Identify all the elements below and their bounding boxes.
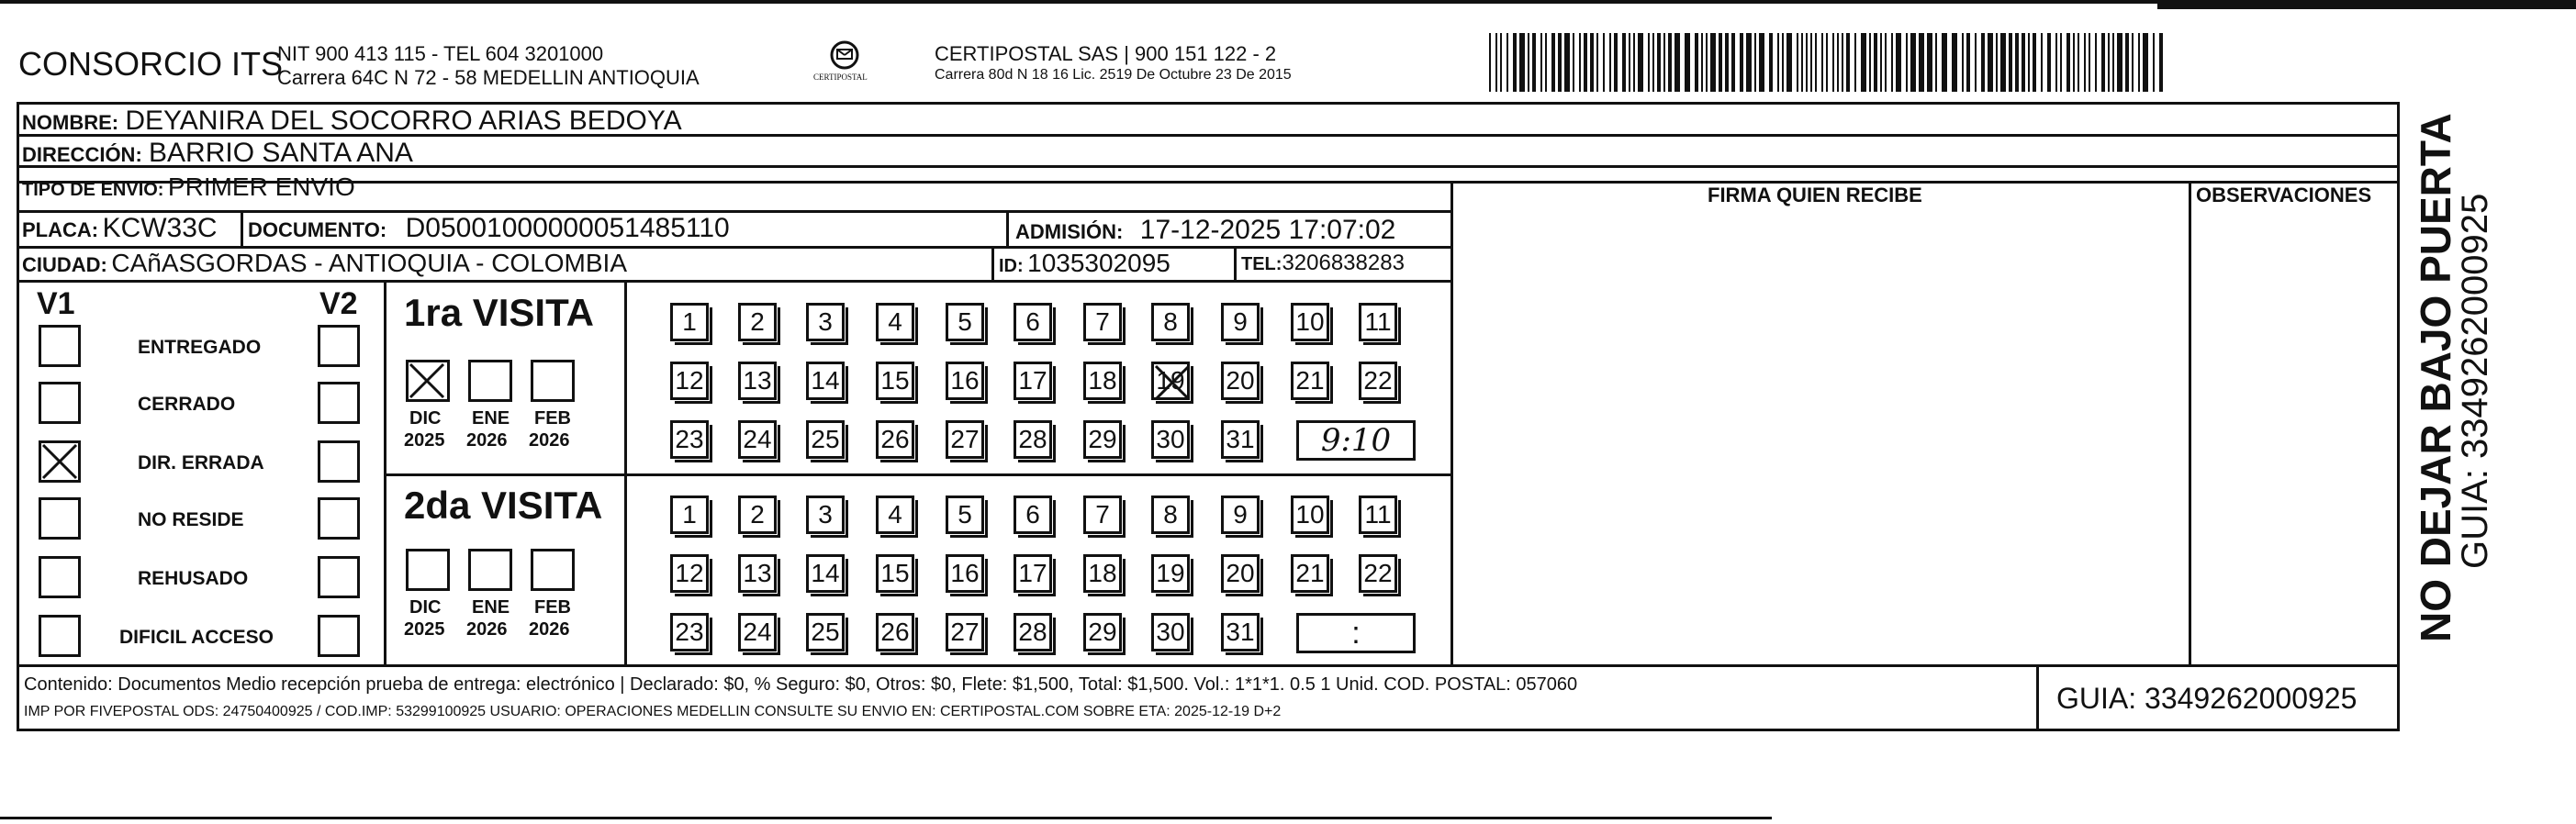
certipostal-line: CERTIPOSTAL SAS | 900 151 122 - 2 bbox=[935, 42, 1277, 65]
visit1-day-box[interactable]: 28 bbox=[1014, 420, 1052, 459]
visit2-day-box[interactable]: 12 bbox=[670, 554, 709, 593]
visit1-month-name: FEB bbox=[534, 408, 571, 429]
visit1-day-box[interactable]: 1 bbox=[670, 303, 709, 341]
visit2-day-box[interactable]: 24 bbox=[738, 613, 777, 651]
visit1-day-box[interactable]: 26 bbox=[876, 420, 914, 459]
visit2-day-box[interactable]: 1 bbox=[670, 496, 709, 534]
direccion-value: BARRIO SANTA ANA bbox=[149, 138, 413, 168]
visit2-day-box[interactable]: 21 bbox=[1291, 554, 1329, 593]
status-label: NO RESIDE bbox=[138, 509, 244, 530]
visit1-day-box[interactable]: 23 bbox=[670, 420, 709, 459]
visit1-day-box[interactable]: 3 bbox=[806, 303, 845, 341]
visit1-month-checkbox[interactable] bbox=[406, 360, 450, 402]
visit1-month-year: 2026 bbox=[529, 430, 570, 451]
status-v2-checkbox[interactable] bbox=[318, 556, 360, 598]
footer-imp: IMP POR FIVEPOSTAL ODS: 24750400925 / COD.IMP: 53299100925 USUARIO: OPERACIONES MEDELLIN CONSULTE SU ENVIO EN: CERTIPOSTAL.COM SOBRE ETA: 2025-12-19 D+2 bbox=[24, 704, 1282, 719]
ciudad-value: CAñASGORDAS - ANTIOQUIA - COLOMBIA bbox=[111, 249, 628, 277]
visit2-day-box[interactable]: 6 bbox=[1014, 496, 1052, 534]
visit1-month-name: DIC bbox=[409, 408, 442, 429]
visit1-day-box[interactable]: 2 bbox=[738, 303, 777, 341]
visit1-day-box[interactable]: 12 bbox=[670, 362, 709, 400]
visit2-day-box[interactable]: 28 bbox=[1014, 613, 1052, 651]
visit2-day-box[interactable]: 26 bbox=[876, 613, 914, 651]
rule-footer bbox=[17, 664, 2400, 667]
placa-value: KCW33C bbox=[102, 213, 218, 243]
documento-label: DOCUMENTO: bbox=[248, 218, 387, 241]
status-v2-checkbox[interactable] bbox=[318, 382, 360, 424]
v2-label: V2 bbox=[319, 286, 358, 321]
admision-value: 17-12-2025 17:07:02 bbox=[1139, 215, 1396, 245]
visit2-day-box[interactable]: 30 bbox=[1151, 613, 1190, 651]
visit2-day-box[interactable]: 29 bbox=[1083, 613, 1122, 651]
certipostal-address: Carrera 80d N 18 16 Lic. 2519 De Octubre 23 De 2015 bbox=[935, 67, 1292, 83]
rule-row4 bbox=[17, 210, 1452, 213]
divider-firma bbox=[1450, 181, 1453, 664]
placa-label: PLACA: bbox=[22, 218, 99, 241]
visit2-day-box[interactable]: 5 bbox=[946, 496, 984, 534]
divider-status bbox=[384, 280, 386, 664]
visit2-month-year: 2025 bbox=[404, 619, 445, 640]
visit2-day-box[interactable]: 27 bbox=[946, 613, 984, 651]
status-label: CERRADO bbox=[138, 394, 236, 415]
visit1-day-box[interactable]: 8 bbox=[1151, 303, 1190, 341]
visit2-month-checkbox[interactable] bbox=[531, 549, 575, 591]
visit1-day-box[interactable]: 19 bbox=[1151, 362, 1190, 400]
visit1-day-box[interactable]: 22 bbox=[1359, 362, 1397, 400]
divider-obs bbox=[2189, 181, 2191, 664]
visit1-month-year: 2026 bbox=[466, 430, 508, 451]
status-label: ENTREGADO bbox=[138, 337, 262, 358]
top-rule-right bbox=[2157, 0, 2576, 9]
status-v1-checkbox[interactable] bbox=[39, 497, 81, 540]
tel-label: TEL: bbox=[1241, 254, 1282, 274]
firma-label: FIRMA QUIEN RECIBE bbox=[1708, 184, 1922, 206]
ciudad-label: CIUDAD: bbox=[22, 253, 107, 276]
visit2-day-box[interactable]: 7 bbox=[1083, 496, 1122, 534]
visit2-day-box[interactable]: 16 bbox=[946, 554, 984, 593]
footer-contenido: Contenido: Documentos Medio recepción prueba de entrega: electrónico | Declarado: $0, % Seguro: $0, Otros: $0, Flete: $1,500, Total: $1,500. Vol.: 1*1*1. 0.5 1 Unid. COD. POSTAL: 057060 bbox=[24, 674, 1578, 695]
visit2-day-box[interactable]: 8 bbox=[1151, 496, 1190, 534]
visit1-day-box[interactable]: 4 bbox=[876, 303, 914, 341]
tel-value: 3206838283 bbox=[1282, 251, 1405, 275]
divider-guia bbox=[2036, 664, 2039, 731]
visit2-day-box[interactable]: 20 bbox=[1221, 554, 1260, 593]
rule-row3 bbox=[17, 181, 2400, 184]
visit1-day-box[interactable]: 10 bbox=[1291, 303, 1329, 341]
id-label: ID: bbox=[999, 256, 1024, 276]
rule-row6 bbox=[17, 280, 1452, 283]
visit1-day-box[interactable]: 13 bbox=[738, 362, 777, 400]
visit2-day-box[interactable]: 11 bbox=[1359, 496, 1397, 534]
status-v1-checkbox[interactable] bbox=[39, 325, 81, 367]
company-name: CONSORCIO ITS bbox=[18, 45, 284, 83]
divider-tel bbox=[1234, 246, 1237, 280]
nombre-value: DEYANIRA DEL SOCORRO ARIAS BEDOYA bbox=[125, 106, 682, 136]
visit2-day-box[interactable]: 17 bbox=[1014, 554, 1052, 593]
visit2-day-box[interactable]: 19 bbox=[1151, 554, 1190, 593]
tipo-value: PRIMER ENVIO bbox=[167, 173, 355, 201]
visit2-month-name: ENE bbox=[472, 597, 510, 618]
status-v2-checkbox[interactable] bbox=[318, 325, 360, 367]
visit2-day-box[interactable]: 2 bbox=[738, 496, 777, 534]
visit2-month-name: FEB bbox=[534, 597, 571, 618]
visit1-day-box[interactable]: 20 bbox=[1221, 362, 1260, 400]
certipostal-logo bbox=[808, 39, 881, 94]
visit1-day-box[interactable]: 31 bbox=[1221, 420, 1260, 459]
visit1-day-box[interactable]: 17 bbox=[1014, 362, 1052, 400]
visit2-day-box[interactable]: 4 bbox=[876, 496, 914, 534]
nit-line: NIT 900 413 115 - TEL 604 3201000 bbox=[277, 42, 604, 65]
divider-id bbox=[991, 246, 994, 280]
status-v2-checkbox[interactable] bbox=[318, 497, 360, 540]
visit2-month-year: 2026 bbox=[466, 619, 508, 640]
status-label: DIFICIL ACCESO bbox=[119, 627, 274, 648]
visit1-month-checkbox[interactable] bbox=[531, 360, 575, 402]
visit2-month-name: DIC bbox=[409, 597, 442, 618]
visit2-day-box[interactable]: 25 bbox=[806, 613, 845, 651]
visit2-day-box[interactable]: 15 bbox=[876, 554, 914, 593]
visit1-day-box[interactable]: 18 bbox=[1083, 362, 1122, 400]
bottom-rule bbox=[0, 817, 1772, 819]
v1-label: V1 bbox=[37, 286, 75, 321]
status-label: REHUSADO bbox=[138, 568, 249, 589]
visit2-day-box[interactable]: 10 bbox=[1291, 496, 1329, 534]
status-v2-checkbox[interactable] bbox=[318, 615, 360, 657]
status-label: DIR. ERRADA bbox=[138, 452, 264, 473]
status-v2-checkbox[interactable] bbox=[318, 440, 360, 483]
visit2-day-box[interactable]: 23 bbox=[670, 613, 709, 651]
visit1-day-box[interactable]: 5 bbox=[946, 303, 984, 341]
visit1-day-box[interactable]: 21 bbox=[1291, 362, 1329, 400]
visit2-day-box[interactable]: 9 bbox=[1221, 496, 1260, 534]
divider-placa bbox=[241, 210, 243, 246]
side-guia: GUIA: 3349262000925 bbox=[2455, 193, 2495, 569]
admision-label: ADMISIÓN: bbox=[1015, 220, 1124, 243]
visit1-time-box[interactable]: 9:10 bbox=[1296, 420, 1416, 461]
tipo-label: TIPO DE ENVIO: bbox=[22, 180, 164, 200]
visit2-day-box[interactable]: 3 bbox=[806, 496, 845, 534]
visit2-day-box[interactable]: 14 bbox=[806, 554, 845, 593]
visit2-day-box[interactable]: 22 bbox=[1359, 554, 1397, 593]
divider-visit2 bbox=[384, 473, 1452, 476]
divider-visit bbox=[624, 280, 627, 664]
observaciones-label: OBSERVACIONES bbox=[2196, 184, 2372, 206]
visit1-day-box[interactable]: 30 bbox=[1151, 420, 1190, 459]
main-frame bbox=[17, 102, 2400, 731]
visit1-month-name: ENE bbox=[472, 408, 510, 429]
visit1-month-year: 2025 bbox=[404, 430, 445, 451]
visit2-day-box[interactable]: 13 bbox=[738, 554, 777, 593]
status-v1-checkbox[interactable] bbox=[39, 556, 81, 598]
visit1-title: 1ra VISITA bbox=[404, 291, 594, 334]
documento-value: D05001000000051485110 bbox=[405, 213, 730, 243]
visit1-day-box[interactable]: 11 bbox=[1359, 303, 1397, 341]
barcode bbox=[1489, 33, 2168, 92]
footer-guia: GUIA: 3349262000925 bbox=[2056, 682, 2358, 715]
visit1-day-box[interactable]: 7 bbox=[1083, 303, 1122, 341]
status-v1-checkbox[interactable] bbox=[39, 440, 81, 483]
side-warning: NO DEJAR BAJO PUERTA bbox=[2412, 113, 2459, 642]
visit1-day-box[interactable]: 15 bbox=[876, 362, 914, 400]
divider-admision bbox=[1006, 210, 1009, 246]
visit2-day-box[interactable]: 31 bbox=[1221, 613, 1260, 651]
visit1-day-box[interactable]: 29 bbox=[1083, 420, 1122, 459]
visit1-day-box[interactable]: 6 bbox=[1014, 303, 1052, 341]
status-v1-checkbox[interactable] bbox=[39, 615, 81, 657]
company-address: Carrera 64C N 72 - 58 MEDELLIN ANTIOQUIA bbox=[277, 66, 700, 89]
logo-text: CERTIPOSTAL bbox=[813, 72, 868, 82]
visit1-day-box[interactable]: 27 bbox=[946, 420, 984, 459]
id-value: 1035302095 bbox=[1027, 249, 1170, 277]
visit2-month-checkbox[interactable] bbox=[468, 549, 512, 591]
visit2-title: 2da VISITA bbox=[404, 484, 603, 527]
visit1-day-box[interactable]: 25 bbox=[806, 420, 845, 459]
direccion-label: DIRECCIÓN: bbox=[22, 143, 142, 166]
visit1-day-box[interactable]: 24 bbox=[738, 420, 777, 459]
visit2-month-year: 2026 bbox=[529, 619, 570, 640]
visit1-day-box[interactable]: 14 bbox=[806, 362, 845, 400]
visit1-day-box[interactable]: 9 bbox=[1221, 303, 1260, 341]
visit1-month-checkbox[interactable] bbox=[468, 360, 512, 402]
visit1-day-box[interactable]: 16 bbox=[946, 362, 984, 400]
visit2-month-checkbox[interactable] bbox=[406, 549, 450, 591]
visit2-day-box[interactable]: 18 bbox=[1083, 554, 1122, 593]
visit2-time-box[interactable]: : bbox=[1296, 613, 1416, 653]
status-v1-checkbox[interactable] bbox=[39, 382, 81, 424]
nombre-label: NOMBRE: bbox=[22, 111, 119, 134]
